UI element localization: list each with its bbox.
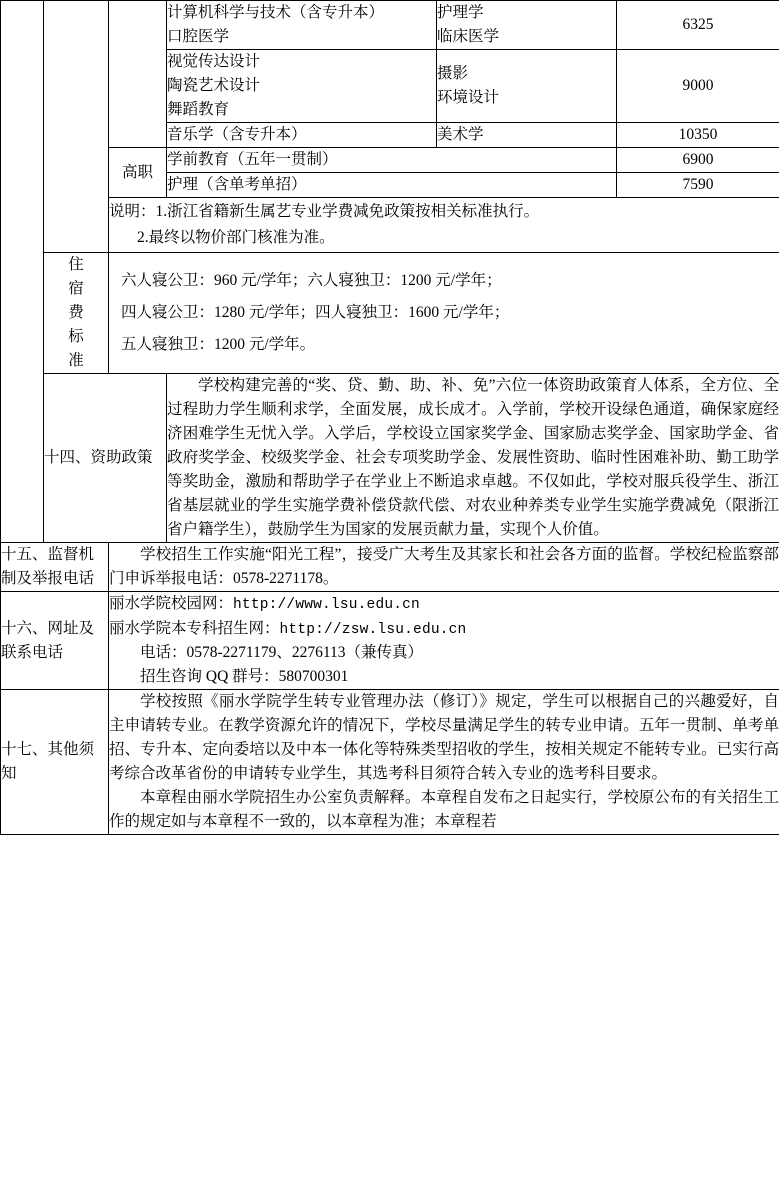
section-body-funding	[167, 374, 779, 543]
tuition-fee-1: 6325	[617, 1, 779, 50]
paragraph: 学校按照《丽水学院学生转专业管理办法（修订）》规定，学生可以根据自己的兴趣爱好，自主申请转专业。在教学资源允许的情况下，学校尽量满足学生的转专业申请。五年一贯制、单考单招、专升本、定向委培以及中本一体化等特殊类型招收的学生，按相关规定不能转专业。已实行高考综合改革省份的申请转专业学生，其选考科目须符合转入专业的选考科目要求。	[109, 693, 779, 783]
vocational-major-1: 学前教育（五年一贯制）	[167, 148, 617, 173]
major-item: 摄影	[437, 65, 469, 83]
level-col-spacer	[109, 1, 167, 148]
level-vocational-label: 高职	[109, 148, 167, 198]
contact-label: 电话：	[140, 644, 187, 662]
major-group-b-3	[437, 123, 617, 148]
dorm-line: 四人寝公卫：1280 元/学年；四人寝独卫：1600 元/学年；	[121, 304, 510, 322]
tuition-fee-2: 9000	[617, 50, 779, 123]
major-group-b-1	[437, 1, 617, 50]
paragraph: 学校构建完善的“奖、贷、勤、助、补、免”六位一体资助政策育人体系，全方位、全过程助力学生顺利求学，全面发展，成长成才。入学前，学校开设绿色通道，确保家庭经济困难学生无忧入学。入学后，学校设立国家奖学金、国家励志奖学金、国家助学金、省政府奖学金、校级奖学金、社会专项奖助学金、发展性资助、临时性困难补助、勤工助学等奖助金，激励和帮助学子在学业上不断追求卓越。不仅如此，学校对服兵役学生、浙江省基层就业的学生实施学费补偿贷款代偿、对农业种养类专业学生实施学费减免（限浙江省户籍学生），鼓励学生为国家的发展贡献力量，实现个人价值。	[167, 377, 779, 539]
vocational-fee-1: 6900	[617, 148, 779, 173]
major-item: 美术学	[437, 126, 484, 144]
major-item: 临床医学	[437, 28, 500, 46]
contact-line-qq	[109, 665, 779, 689]
phone-number: 0578-2271179、2276113（兼传真）	[186, 644, 424, 662]
table-row	[1, 543, 779, 592]
paragraph: 学校招生工作实施“阳光工程”，接受广大考生及其家长和社会各方面的监督。学校纪检监察部门申诉举报电话：0578-2271178。	[109, 546, 779, 588]
major-item: 护理学	[437, 4, 484, 21]
contact-line-campus-site	[109, 592, 779, 616]
dorm-line: 五人寝独卫：1200 元/学年。	[121, 336, 316, 354]
contact-label: 丽水学院校园网：	[109, 595, 234, 613]
table-row	[1, 253, 779, 374]
contact-line-phone	[109, 641, 779, 665]
contact-label: 招生咨询 QQ 群号：	[140, 668, 279, 686]
major-group-a-1	[167, 1, 437, 50]
table-row	[1, 148, 779, 173]
admissions-website-url[interactable]: http://zsw.lsu.edu.cn	[279, 621, 467, 638]
qq-group-number: 580700301	[278, 668, 349, 686]
section-body-other	[109, 690, 779, 835]
major-item: 计算机科学与技术（含专升本）	[167, 4, 385, 21]
fee-category-col-spacer	[44, 1, 109, 253]
section-title-contact: 十六、网址及联系电话	[1, 592, 109, 690]
tuition-fee-3: 10350	[617, 123, 779, 148]
tuition-note-1: 说明：1.浙江省籍新生属艺专业学费减免政策按相关标准执行。	[109, 203, 540, 221]
major-item: 陶瓷艺术设计	[167, 77, 261, 95]
major-group-a-2	[167, 50, 437, 123]
contact-label: 丽水学院本专科招生网：	[109, 619, 280, 637]
table-row	[1, 1, 779, 50]
section-col-spacer	[1, 1, 44, 543]
major-item: 舞蹈教育	[167, 101, 230, 119]
tuition-note-2: 2.最终以物价部门核准为准。	[137, 229, 335, 247]
major-group-b-2	[437, 50, 617, 123]
table-row	[1, 592, 779, 690]
major-item: 环境设计	[437, 89, 500, 107]
dorm-fee-label-text: 住宿费标准	[68, 256, 84, 370]
table-row	[1, 198, 779, 253]
major-item: 视觉传达设计	[167, 53, 261, 71]
table-row	[1, 374, 779, 543]
section-title-funding: 十四、资助政策	[44, 374, 167, 543]
tuition-notes	[109, 198, 779, 253]
dorm-line: 六人寝公卫：960 元/学年；六人寝独卫：1200 元/学年；	[121, 272, 502, 290]
major-item: 音乐学（含专升本）	[167, 126, 307, 144]
section-body-contact	[109, 592, 779, 690]
section-title-other: 十七、其他须知	[1, 690, 109, 835]
section-body-supervision	[109, 543, 779, 592]
dorm-fee-content	[109, 253, 779, 374]
dorm-fee-label	[44, 253, 109, 374]
vocational-major-2: 护理（含单考单招）	[167, 173, 617, 198]
major-item: 口腔医学	[167, 28, 230, 46]
major-group-a-3	[167, 123, 437, 148]
campus-website-url[interactable]: http://www.lsu.edu.cn	[233, 597, 420, 614]
table-row	[1, 690, 779, 835]
paragraph: 本章程由丽水学院招生办公室负责解释。本章程自发布之日起实行，学校原公布的有关招生工作的规定如与本章程不一致的，以本章程为准；本章程若	[109, 789, 779, 831]
vocational-fee-2: 7590	[617, 173, 779, 198]
section-title-supervision: 十五、监督机制及举报电话	[1, 543, 109, 592]
contact-line-admissions-site	[109, 617, 779, 641]
